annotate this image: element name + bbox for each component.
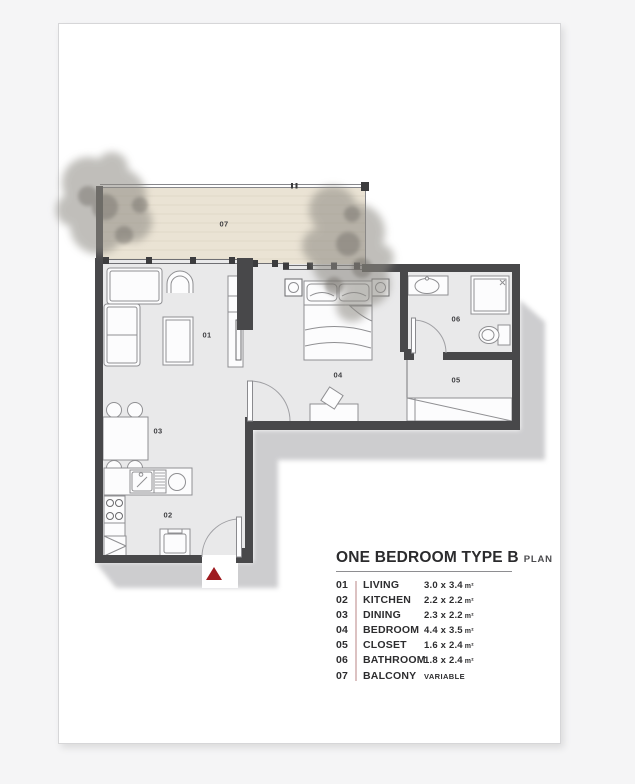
room-label-bathroom: 06 — [451, 314, 461, 324]
legend-block — [336, 549, 553, 685]
legend-number: 05 — [336, 639, 349, 652]
legend-unit: m² — [464, 628, 474, 636]
legend-number: 02 — [336, 594, 349, 607]
room-label-closet: 05 — [451, 375, 461, 385]
legend-dimensions: 3.0 x 3.4 m² — [424, 580, 474, 591]
legend-room-name: BEDROOM — [363, 624, 420, 637]
legend-room-name: BATHROOM — [363, 654, 426, 667]
legend-unit: m² — [464, 613, 474, 621]
legend-dimensions: 2.2 x 2.2 m² — [424, 595, 474, 607]
legend-number: 06 — [336, 654, 349, 667]
legend-dimensions: VARIABLE — [424, 671, 465, 681]
legend-room-name: KITCHEN — [363, 594, 412, 607]
legend-number: 07 — [336, 669, 349, 682]
legend-row — [336, 609, 522, 624]
tree-canopy-left — [56, 152, 152, 254]
legend-unit: m² — [464, 658, 474, 666]
legend-unit: m² — [464, 643, 474, 651]
legend-number: 01 — [336, 579, 349, 591]
stove — [104, 496, 125, 523]
legend-unit: m² — [464, 598, 474, 606]
room-label-dining: 03 — [153, 426, 163, 436]
legend-dimensions: 2.3 x 2.2 m² — [424, 610, 474, 622]
legend-row — [336, 624, 522, 639]
plan-title — [336, 549, 553, 567]
legend-number: 04 — [336, 624, 349, 637]
plan-title-main: ONE BEDROOM TYPE B — [336, 549, 519, 566]
legend-room-name: CLOSET — [363, 639, 407, 652]
room-label-kitchen: 02 — [163, 510, 173, 520]
legend-row — [336, 594, 522, 609]
legend-row — [336, 579, 522, 594]
legend-dimensions: 1.8 x 2.4 m² — [424, 655, 474, 667]
room-label-balcony: 07 — [219, 219, 229, 229]
plan-title-suffix: PLAN — [523, 554, 553, 565]
legend-row — [336, 654, 522, 669]
legend-room-name: LIVING — [363, 579, 400, 591]
legend-row — [336, 670, 522, 685]
legend-number: 03 — [336, 609, 349, 622]
room-label-living: 01 — [202, 330, 212, 340]
room-label-bedroom: 04 — [333, 370, 343, 380]
toilet-tank — [498, 325, 510, 345]
title-rule — [336, 571, 512, 572]
legend-table — [336, 579, 522, 685]
legend-unit: m² — [464, 583, 474, 590]
legend-room-name: DINING — [363, 609, 401, 622]
legend-row — [336, 639, 522, 654]
legend-room-name: BALCONY — [363, 669, 417, 682]
legend-dimensions: 1.6 x 2.4 m² — [424, 640, 474, 652]
legend-dimensions: 4.4 x 3.5 m² — [424, 625, 474, 637]
